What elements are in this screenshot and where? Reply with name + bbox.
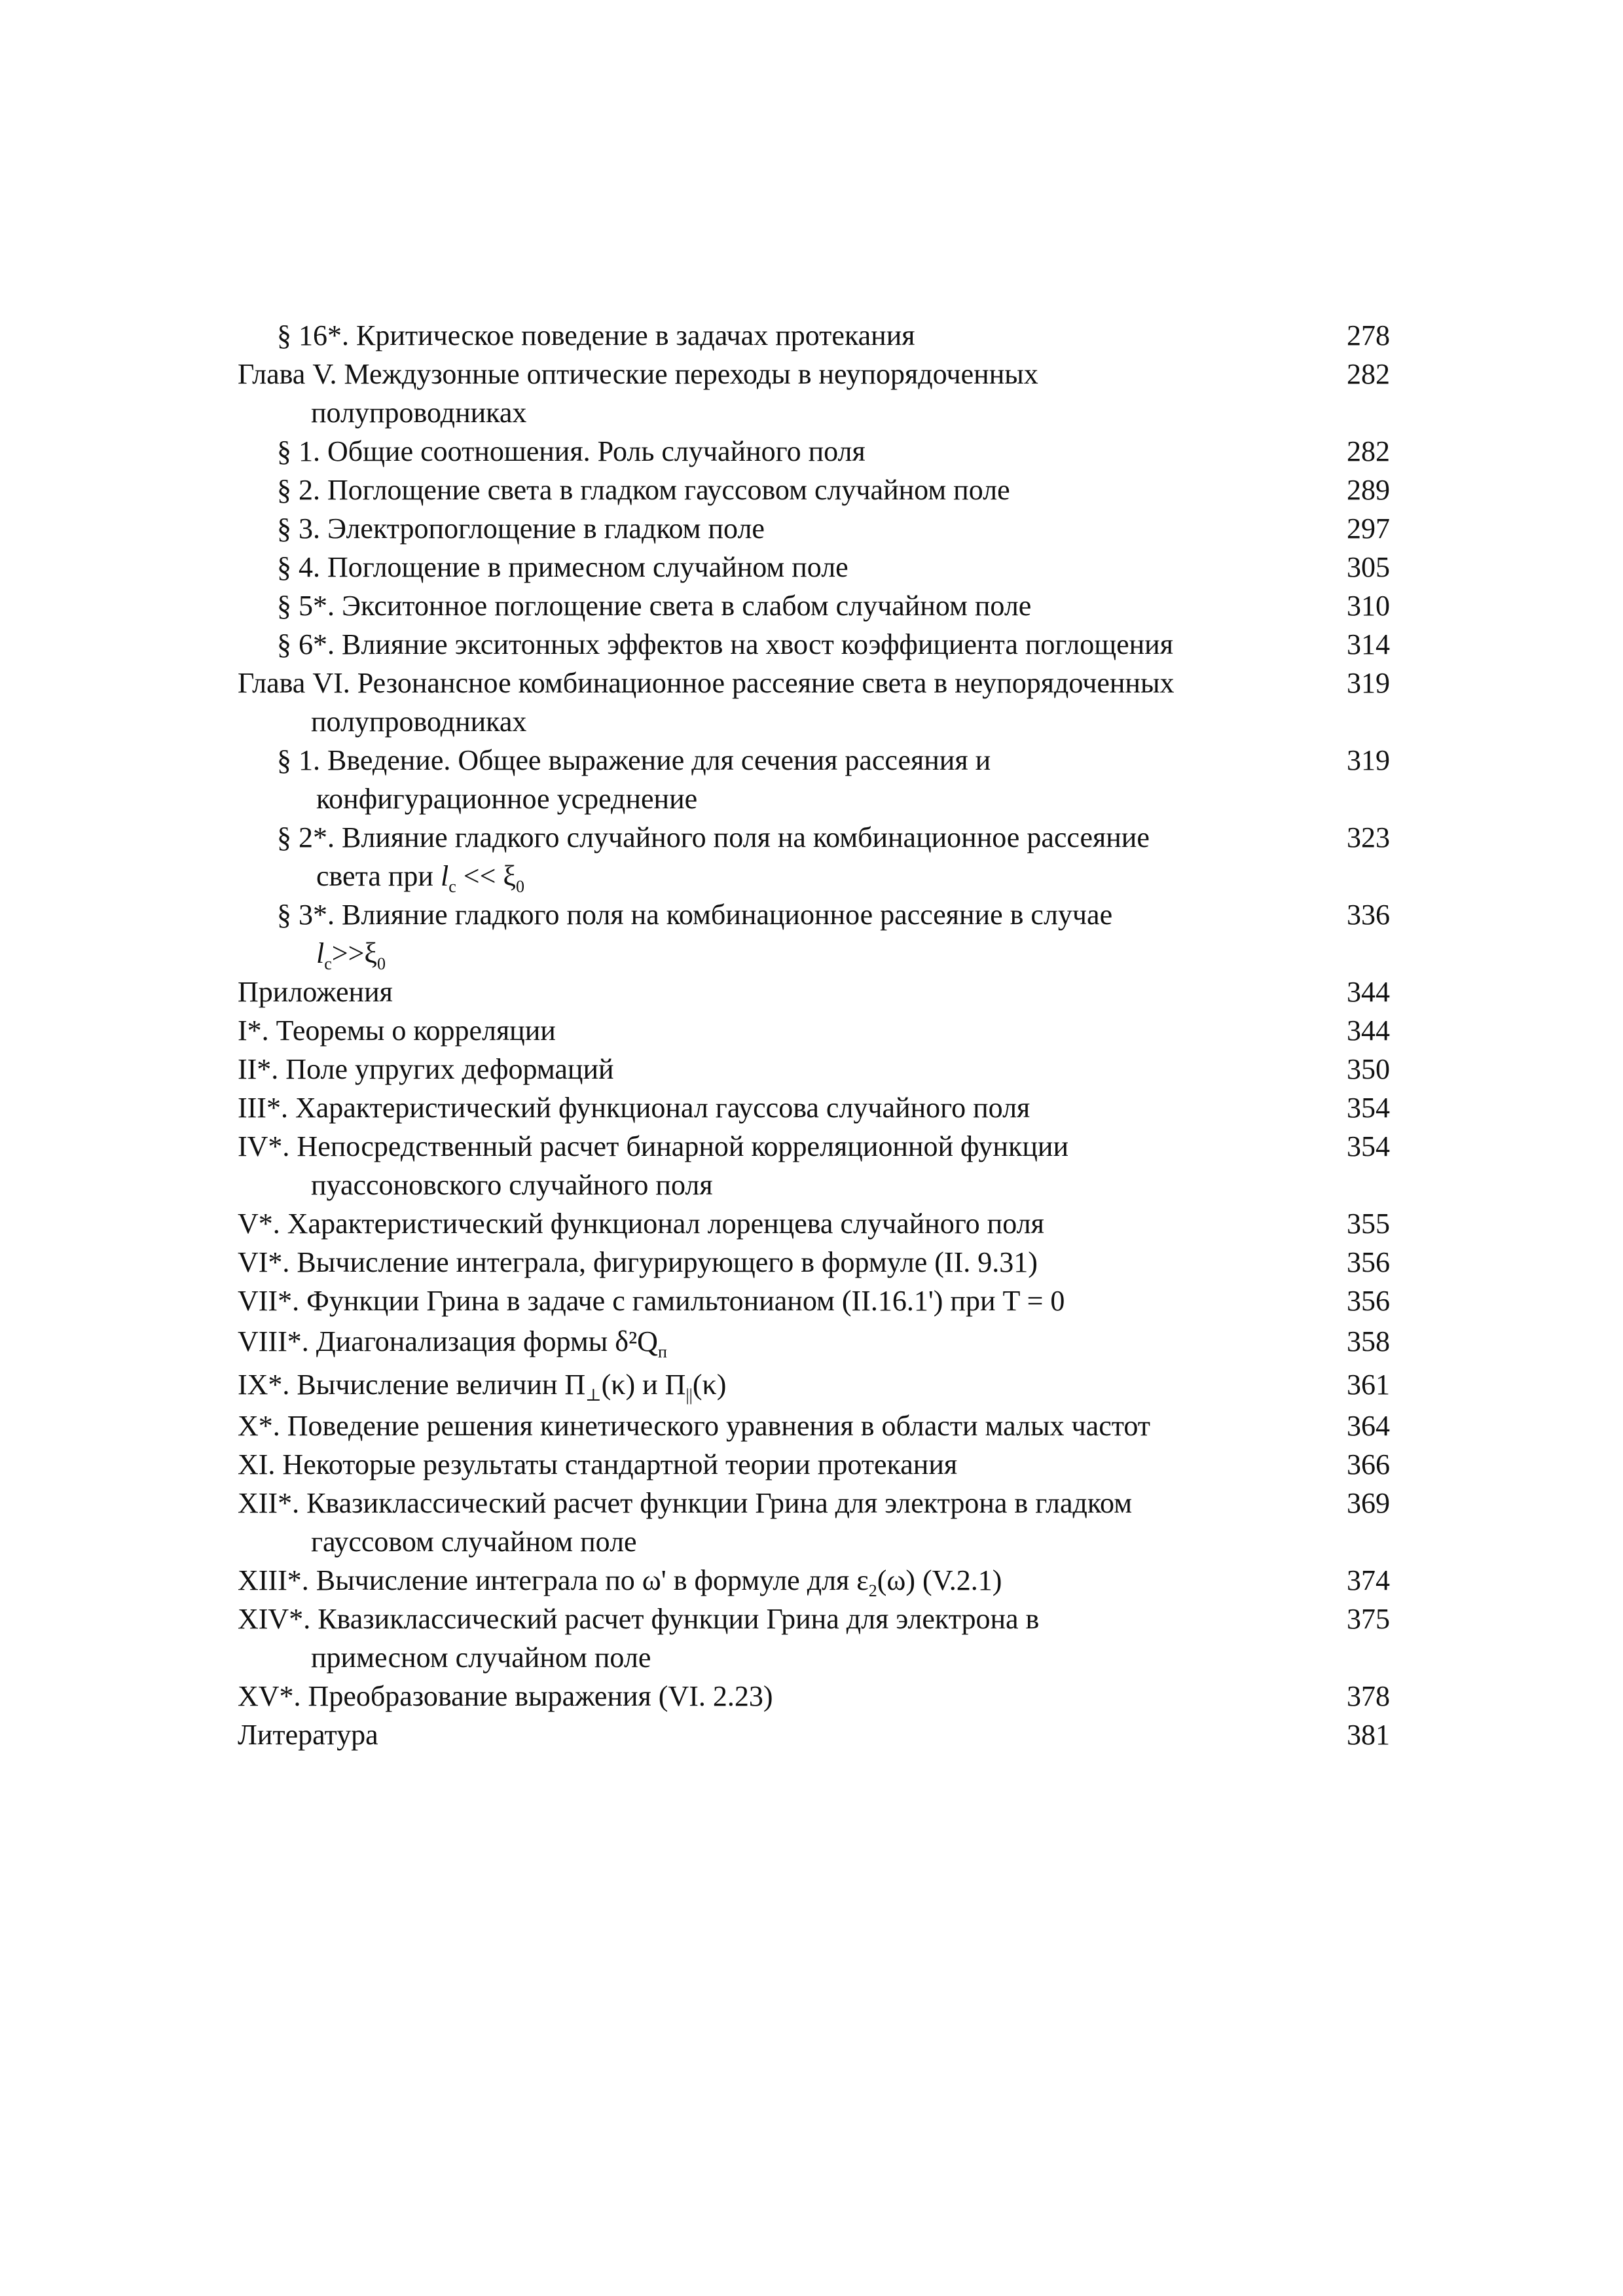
- toc-page-number: 375: [1347, 1603, 1390, 1635]
- toc-entry-title: XI. Некоторые результаты стандартной теории протекания: [238, 1448, 958, 1480]
- toc-entry-title: X*. Поведение решения кинетического уравнения в области малых частот: [238, 1410, 1151, 1442]
- toc-entry-title: Глава VI. Резонансное комбинационное рассеяние света в неупорядоченных полупроводниках: [238, 667, 1175, 738]
- toc-page-number: 336: [1347, 899, 1390, 931]
- toc-page-number: 282: [1347, 435, 1390, 467]
- toc-entry: [238, 625, 1390, 664]
- toc-entry-title: § 5*. Экситонное поглощение света в слабом случайном поле: [277, 590, 1032, 622]
- toc-entry: [238, 1011, 1390, 1050]
- toc-page-number: 323: [1347, 821, 1390, 853]
- toc-entry-title: Литература: [238, 1719, 378, 1751]
- toc-page-number: 344: [1347, 976, 1390, 1008]
- toc-entry-title: § 4. Поглощение в примесном случайном поле: [277, 551, 848, 583]
- toc-entry: [238, 895, 1390, 973]
- toc-entry: [238, 586, 1390, 625]
- toc-entry: [238, 818, 1390, 895]
- toc-entry: [238, 432, 1390, 471]
- toc-page-number: 310: [1347, 590, 1390, 622]
- toc-page-number: 354: [1347, 1092, 1390, 1124]
- toc-entry: [238, 664, 1390, 741]
- toc-entry: [238, 1677, 1390, 1715]
- toc-page-number: 278: [1347, 319, 1390, 351]
- toc-entry-title: IV*. Непосредственный расчет бинарной корреляционной функции пуассоновского случайного поля: [238, 1130, 1068, 1201]
- toc-entry: [238, 1050, 1390, 1088]
- toc-entry-title: Приложения: [238, 976, 393, 1008]
- toc-entry: [238, 548, 1390, 586]
- toc-page-number: 344: [1347, 1014, 1390, 1047]
- toc-page-number: 356: [1347, 1246, 1390, 1278]
- toc-page-number: 297: [1347, 512, 1390, 545]
- toc-entry-title: XIII*. Вычисление интеграла по ω' в формуле для $\varepsilon_2(\omega)$ (V.2.1): [238, 1564, 1002, 1600]
- toc-page-number: 350: [1347, 1053, 1390, 1085]
- toc-page-number: 354: [1347, 1130, 1390, 1162]
- toc-entry: [238, 355, 1390, 432]
- toc-page-number: 358: [1347, 1325, 1390, 1357]
- toc-page-number: 361: [1347, 1369, 1390, 1401]
- toc-entry: [238, 1127, 1390, 1204]
- toc-entry-title: § 3. Электропоглощение в гладком поле: [277, 512, 765, 545]
- toc-entry-title: II*. Поле упругих деформаций: [238, 1053, 614, 1085]
- toc-entry-title: XIV*. Квазиклассический расчет функции Грина для электрона в примесном случайном поле: [238, 1603, 1040, 1674]
- toc-entry: [238, 1088, 1390, 1127]
- toc-entry: [238, 1445, 1390, 1484]
- toc-entry: [238, 471, 1390, 509]
- toc-entry: [238, 973, 1390, 1011]
- toc-page-number: 356: [1347, 1285, 1390, 1317]
- toc-entry: [238, 1600, 1390, 1677]
- toc-entry-title: Глава V. Междузонные оптические переходы в неупорядоченных полупроводниках: [238, 358, 1038, 429]
- toc-entry: [238, 1715, 1390, 1754]
- toc-entry: [238, 1407, 1390, 1445]
- toc-entry-title: § 1. Введение. Общее выражение для сечения рассеяния и конфигурационное усреднение: [277, 744, 991, 815]
- toc-entry-title: § 2. Поглощение света в гладком гауссовом случайном поле: [277, 474, 1010, 506]
- toc-entry-title: VIII*. Диагонализация формы $\delta^2Q_п$: [238, 1325, 667, 1361]
- toc-page-number: 319: [1347, 667, 1390, 699]
- toc-entry-title: VI*. Вычисление интеграла, фигурирующего в формуле (II. 9.31): [238, 1246, 1038, 1278]
- toc-page-number: 319: [1347, 744, 1390, 776]
- toc-entry: [238, 1243, 1390, 1282]
- toc-page-number: 305: [1347, 551, 1390, 583]
- toc-entry: [238, 1484, 1390, 1561]
- toc-entry-title: XII*. Квазиклассический расчет функции Грина для электрона в гладком гауссовом случайном поле: [238, 1487, 1133, 1558]
- toc-entry: [238, 741, 1390, 818]
- toc-entry: [238, 1282, 1390, 1320]
- toc-page-number: 289: [1347, 474, 1390, 506]
- toc-entry-title: V*. Характеристический функционал лоренцева случайного поля: [238, 1208, 1044, 1240]
- toc-entry-title: § 3*. Влияние гладкого поля на комбинационное рассеяние в случае $l_c>>\xi_0$: [277, 899, 1113, 973]
- toc-entry-title: VII*. Функции Грина в задаче с гамильтонианом (II.16.1') при T = 0: [238, 1285, 1065, 1317]
- toc-page-number: 355: [1347, 1208, 1390, 1240]
- toc-entry: [238, 1561, 1390, 1600]
- toc-entry-title: § 6*. Влияние экситонных эффектов на хвост коэффициента поглощения: [277, 628, 1173, 660]
- toc-page-number: 366: [1347, 1448, 1390, 1480]
- toc-entry: [238, 1320, 1390, 1363]
- toc-page-number: 282: [1347, 358, 1390, 390]
- toc-page-number: 369: [1347, 1487, 1390, 1519]
- toc-entry: [238, 1363, 1390, 1407]
- toc-page-number: 314: [1347, 628, 1390, 660]
- toc-page-number: 364: [1347, 1410, 1390, 1442]
- toc-entry: [238, 509, 1390, 548]
- toc-entry-title: IX*. Вычисление величин $\Pi_\perp(\kappa)$ и $\Pi_{||}(\kappa)$: [238, 1369, 727, 1405]
- table-of-contents: [238, 316, 1390, 1754]
- toc-entry-title: § 16*. Критическое поведение в задачах протекания: [277, 319, 915, 351]
- toc-entry: [238, 1204, 1390, 1243]
- toc-entry-title: III*. Характеристический функционал гауссова случайного поля: [238, 1092, 1030, 1124]
- toc-entry-title: § 1. Общие соотношения. Роль случайного поля: [277, 435, 866, 467]
- toc-page-number: 378: [1347, 1680, 1390, 1712]
- toc-entry-title: XV*. Преобразование выражения (VI. 2.23): [238, 1680, 773, 1712]
- toc-page-number: 381: [1347, 1719, 1390, 1751]
- toc-entry-title: § 2*. Влияние гладкого случайного поля на комбинационное рассеяние света при $l_c << \xi_0$: [277, 821, 1150, 896]
- toc-entry-title: I*. Теоремы о корреляции: [238, 1014, 556, 1047]
- toc-page-number: 374: [1347, 1564, 1390, 1596]
- toc-entry: [238, 316, 1390, 355]
